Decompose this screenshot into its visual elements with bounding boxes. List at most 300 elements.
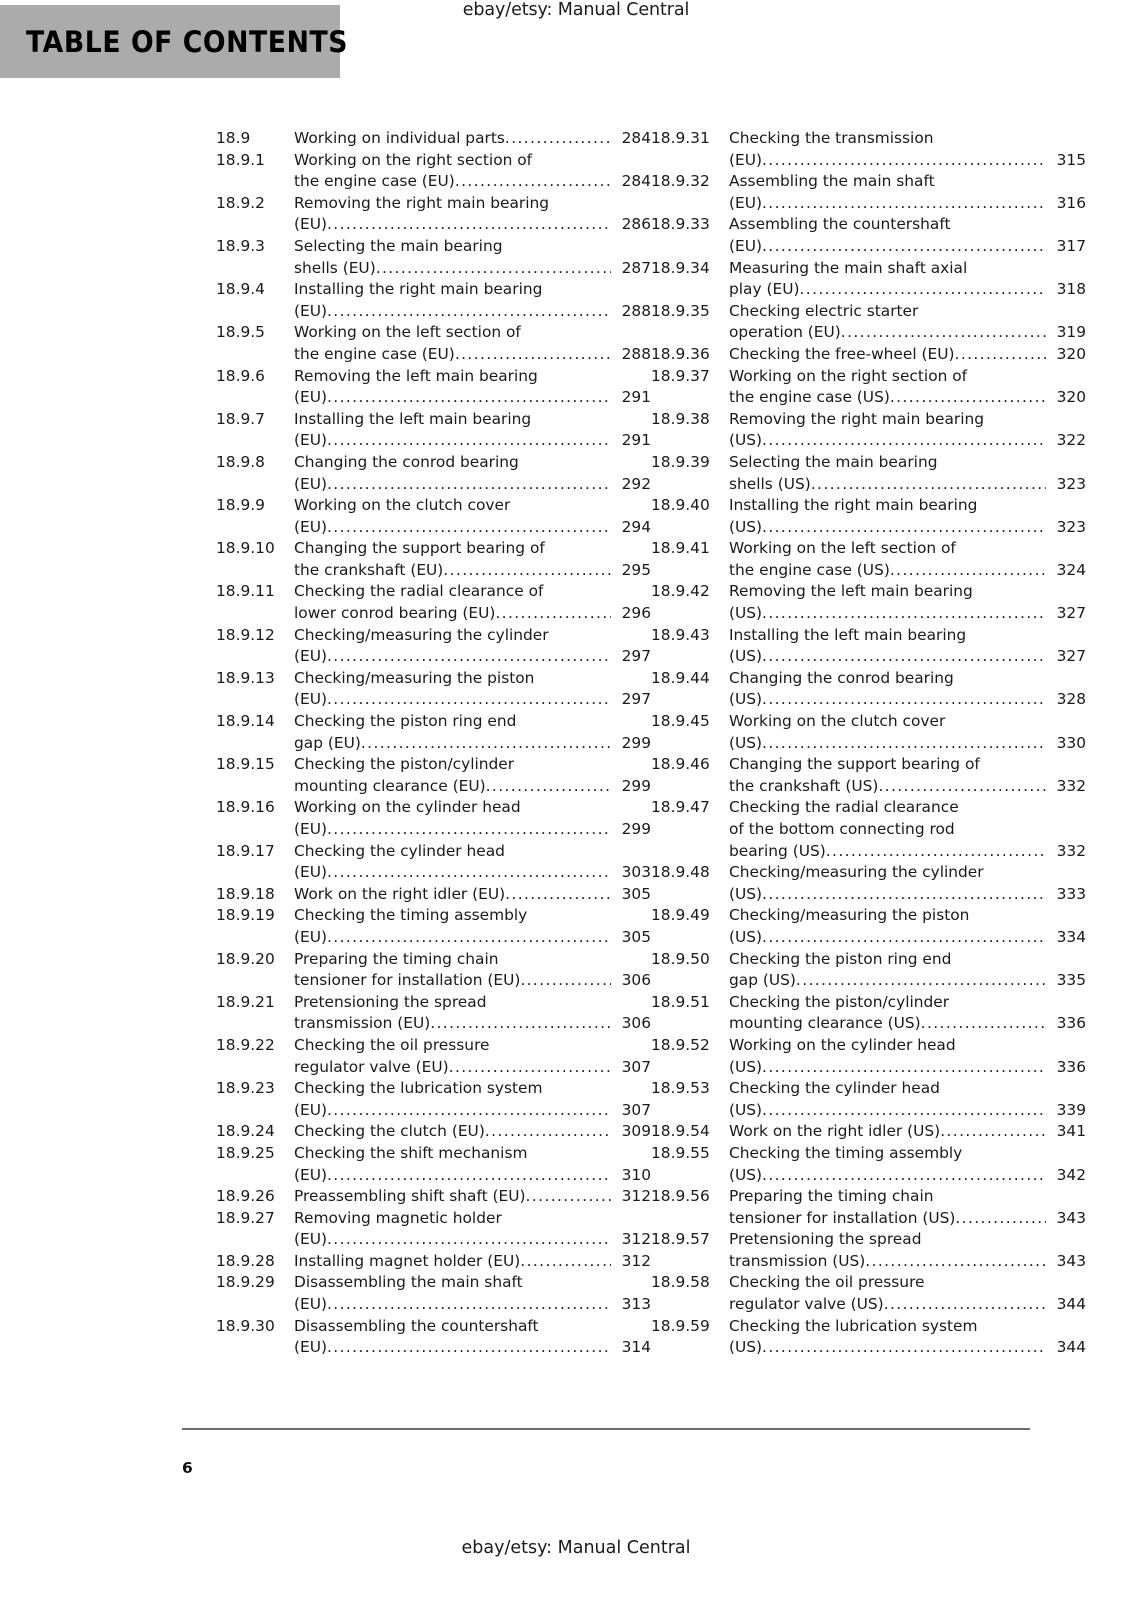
toc-dot-leader — [940, 1121, 1046, 1143]
toc-entry[interactable] — [216, 711, 651, 754]
toc-entry[interactable] — [216, 1208, 651, 1251]
toc-entry-title: Installing the right main bearing — [294, 280, 543, 299]
toc-entry-title: the engine case (US) — [729, 388, 890, 407]
toc-entry-body — [294, 128, 651, 150]
toc-page-number: 336 — [1056, 1057, 1086, 1076]
toc-entry-body — [729, 1121, 1086, 1143]
toc-entry[interactable] — [216, 668, 651, 711]
toc-entry[interactable] — [651, 538, 1086, 581]
toc-entry-title: (EU) — [294, 1230, 327, 1249]
toc-entry-number: 18.9.14 — [216, 712, 275, 731]
toc-page-number: 305 — [621, 884, 651, 903]
toc-entry[interactable] — [651, 171, 1086, 214]
toc-entry-line — [729, 862, 1086, 884]
toc-page-number: 336 — [1056, 1014, 1086, 1033]
toc-dot-leader — [762, 236, 1046, 258]
toc-dot-leader — [762, 193, 1046, 215]
toc-entry-line — [294, 1208, 651, 1230]
toc-page-number: 306 — [621, 1014, 651, 1033]
toc-entry-title: the crankshaft (EU) — [294, 560, 444, 579]
toc-entry-title: Installing the left main bearing — [729, 625, 967, 644]
toc-entry-title: Checking the shift mechanism — [294, 1143, 528, 1162]
toc-dot-leader — [327, 387, 611, 409]
toc-dot-leader — [762, 1337, 1046, 1359]
toc-entry-number: 18.9.3 — [216, 236, 265, 255]
toc-entry-body — [729, 344, 1086, 366]
toc-dot-leader — [762, 1165, 1046, 1187]
toc-entry[interactable] — [651, 1035, 1086, 1078]
toc-page-number: 307 — [621, 1100, 651, 1119]
toc-entry[interactable] — [216, 905, 651, 948]
toc-entry-title: Installing the right main bearing — [729, 496, 978, 515]
toc-dot-leader — [505, 128, 611, 150]
toc-dot-leader — [376, 258, 611, 280]
toc-page-number: 343 — [1056, 1251, 1086, 1270]
toc-entry[interactable] — [651, 949, 1086, 992]
toc-entry[interactable] — [216, 625, 651, 668]
toc-entry[interactable] — [216, 150, 651, 193]
toc-entry-title: mounting clearance (US) — [729, 1014, 921, 1033]
toc-entry[interactable] — [651, 366, 1086, 409]
toc-page-number: 318 — [1056, 280, 1086, 299]
toc-entry-title: Installing magnet holder (EU) — [294, 1251, 521, 1270]
toc-entry-body — [294, 625, 651, 668]
toc-entry[interactable] — [216, 1121, 651, 1143]
toc-dot-leader — [327, 474, 611, 496]
toc-entry-number: 18.9 — [216, 129, 251, 147]
toc-columns — [0, 128, 1130, 1359]
toc-entry[interactable] — [651, 1186, 1086, 1229]
toc-entry-number: 18.9.49 — [651, 906, 710, 925]
toc-entry-title: Assembling the main shaft — [729, 172, 935, 191]
toc-entry-body — [294, 538, 651, 581]
toc-entry-line — [294, 171, 651, 193]
toc-entry-title: Work on the right idler (US) — [729, 1122, 941, 1141]
toc-dot-leader — [826, 841, 1046, 863]
toc-dot-leader — [455, 344, 611, 366]
toc-entry-number: 18.9.34 — [651, 258, 710, 277]
toc-dot-leader — [762, 884, 1046, 906]
toc-page-number: 339 — [1056, 1100, 1086, 1119]
toc-page-number: 323 — [1056, 517, 1086, 536]
page-number: 6 — [182, 1459, 193, 1477]
toc-entry-line — [729, 1251, 1086, 1273]
toc-entry-line — [729, 797, 1086, 819]
toc-dot-leader — [526, 1186, 611, 1208]
toc-page-number: 284 — [621, 129, 651, 147]
toc-entry-title: Checking the timing assembly — [294, 906, 528, 925]
toc-entry-number: 18.9.36 — [651, 344, 710, 363]
toc-entry-body — [294, 841, 651, 884]
toc-entry-line — [294, 517, 651, 539]
toc-entry-title: the engine case (US) — [729, 560, 890, 579]
toc-entry-title: tensioner for installation (US) — [729, 1208, 956, 1227]
toc-entry-line — [294, 1100, 651, 1122]
toc-entry[interactable] — [216, 884, 651, 906]
toc-entry[interactable] — [216, 1143, 651, 1186]
toc-entry-title: (EU) — [729, 236, 762, 255]
toc-entry-line — [729, 1121, 1086, 1143]
toc-dot-leader — [327, 214, 611, 236]
toc-entry-line — [729, 171, 1086, 193]
toc-entry-line — [294, 949, 651, 971]
toc-entry[interactable] — [216, 1035, 651, 1078]
toc-page-number: 309 — [621, 1122, 651, 1141]
toc-entry[interactable] — [216, 193, 651, 236]
toc-entry-title: (EU) — [294, 1338, 327, 1357]
toc-entry[interactable] — [651, 258, 1086, 301]
toc-entry-body — [294, 1208, 651, 1251]
toc-entry-title: Preassembling shift shaft (EU) — [294, 1187, 526, 1206]
toc-dot-leader — [327, 517, 611, 539]
toc-entry[interactable] — [651, 905, 1086, 948]
toc-entry[interactable] — [216, 1316, 651, 1359]
toc-entry-title: mounting clearance (EU) — [294, 776, 486, 795]
toc-entry[interactable] — [651, 409, 1086, 452]
toc-entry-number: 18.9.32 — [651, 172, 710, 191]
toc-entry[interactable] — [651, 344, 1086, 366]
toc-page-number: 323 — [1056, 474, 1086, 493]
toc-entry-line — [729, 150, 1086, 172]
toc-entry[interactable] — [651, 128, 1086, 171]
toc-entry[interactable] — [651, 711, 1086, 754]
toc-entry-line — [729, 949, 1086, 971]
toc-entry-body — [729, 1143, 1086, 1186]
toc-entry-title: regulator valve (EU) — [294, 1057, 449, 1076]
toc-entry-body — [729, 1316, 1086, 1359]
toc-entry-body — [729, 171, 1086, 214]
toc-entry-number: 18.9.19 — [216, 906, 275, 925]
toc-dot-leader — [327, 1229, 611, 1251]
toc-entry-line — [294, 1229, 651, 1251]
toc-entry-title: Checking/measuring the cylinder — [294, 625, 549, 644]
toc-dot-leader — [520, 970, 611, 992]
toc-entry-title: Checking electric starter — [729, 301, 919, 320]
toc-entry-line — [294, 711, 651, 733]
toc-entry-number: 18.9.48 — [651, 863, 710, 882]
toc-page-number: 327 — [1056, 647, 1086, 666]
toc-entry[interactable] — [216, 1078, 651, 1121]
toc-entry-line — [729, 689, 1086, 711]
toc-page-number: 335 — [1056, 971, 1086, 990]
toc-entry-number: 18.9.15 — [216, 755, 275, 774]
toc-dot-leader — [762, 646, 1046, 668]
toc-entry-body — [294, 905, 651, 948]
toc-column-left — [216, 128, 651, 1359]
toc-entry-title: Checking the radial clearance — [729, 798, 959, 817]
toc-entry-title: (US) — [729, 647, 763, 666]
toc-entry-line — [294, 1143, 651, 1165]
toc-entry-body — [729, 862, 1086, 905]
toc-entry[interactable] — [651, 1143, 1086, 1186]
toc-entry-line — [729, 1035, 1086, 1057]
toc-entry-line — [294, 733, 651, 755]
toc-entry-title: Changing the support bearing of — [294, 539, 545, 558]
toc-page-number: 328 — [1056, 690, 1086, 709]
toc-entry-title: (EU) — [294, 431, 327, 450]
toc-entry-body — [294, 754, 651, 797]
toc-entry-line — [294, 992, 651, 1014]
toc-entry-title: Checking the piston/cylinder — [294, 755, 515, 774]
toc-entry-line — [729, 841, 1086, 863]
toc-page-number: 334 — [1056, 927, 1086, 946]
toc-dot-leader — [486, 776, 611, 798]
toc-entry-title: (EU) — [294, 215, 327, 234]
page-title-text: TABLE OF CONTENTS — [26, 24, 348, 59]
toc-entry[interactable] — [216, 797, 651, 840]
toc-page-number: 317 — [1056, 236, 1086, 255]
toc-entry-body — [729, 258, 1086, 301]
toc-entry-title: (EU) — [294, 1165, 327, 1184]
toc-entry-title: Checking the cylinder head — [294, 841, 505, 860]
toc-entry-title: Work on the right idler (EU) — [294, 884, 506, 903]
toc-entry-line — [294, 474, 651, 496]
toc-entry-body — [729, 128, 1086, 171]
toc-entry-line — [294, 625, 651, 647]
toc-entry-line — [294, 797, 651, 819]
toc-entry-number: 18.9.35 — [651, 301, 710, 320]
toc-entry-body — [729, 905, 1086, 948]
toc-entry-line — [294, 322, 651, 344]
toc-page-number: 306 — [621, 971, 651, 990]
toc-page-number: 332 — [1056, 841, 1086, 860]
toc-entry-title: Checking the lubrication system — [294, 1079, 543, 1098]
toc-entry-line — [729, 387, 1086, 409]
toc-entry-number: 18.9.33 — [651, 215, 710, 234]
toc-page-number: 299 — [621, 776, 651, 795]
toc-entry-line — [294, 430, 651, 452]
toc-entry-body — [294, 1035, 651, 1078]
toc-entry[interactable] — [651, 862, 1086, 905]
toc-entry[interactable] — [216, 1272, 651, 1315]
toc-entry[interactable] — [651, 1316, 1086, 1359]
toc-entry[interactable] — [216, 452, 651, 495]
toc-entry-title: Preparing the timing chain — [294, 949, 499, 968]
toc-page-number: 288 — [621, 301, 651, 320]
toc-entry-number: 18.9.59 — [651, 1316, 710, 1335]
toc-column-right — [651, 128, 1086, 1359]
toc-entry-title: Checking/measuring the piston — [729, 906, 970, 925]
toc-entry-line — [729, 1229, 1086, 1251]
toc-page-number: 303 — [621, 863, 651, 882]
toc-entry-body — [294, 581, 651, 624]
toc-entry-number: 18.9.31 — [651, 129, 710, 147]
toc-entry-number: 18.9.11 — [216, 582, 275, 601]
toc-entry-line — [729, 452, 1086, 474]
toc-entry-line — [294, 495, 651, 517]
toc-entry[interactable] — [651, 625, 1086, 668]
toc-entry-number: 18.9.40 — [651, 496, 710, 515]
toc-entry-number: 18.9.17 — [216, 841, 275, 860]
toc-entry[interactable] — [651, 301, 1086, 344]
toc-dot-leader — [485, 1121, 611, 1143]
toc-entry-title: (EU) — [294, 863, 327, 882]
toc-entry-title: (US) — [729, 884, 763, 903]
toc-entry-title: (EU) — [294, 517, 327, 536]
toc-entry-line — [294, 1165, 651, 1187]
toc-entry-line — [729, 495, 1086, 517]
toc-entry[interactable] — [216, 322, 651, 365]
toc-page-number: 313 — [621, 1295, 651, 1314]
toc-page-number: 287 — [621, 258, 651, 277]
toc-page-number: 314 — [621, 1338, 651, 1357]
toc-entry-line — [729, 538, 1086, 560]
toc-entry-body — [294, 236, 651, 279]
toc-dot-leader — [955, 1208, 1046, 1230]
toc-entry-title: Pretensioning the spread — [729, 1230, 922, 1249]
toc-page-number: 286 — [621, 215, 651, 234]
toc-entry-body — [294, 1078, 651, 1121]
table-of-contents-header-band — [0, 5, 348, 78]
toc-entry-number: 18.9.9 — [216, 496, 265, 515]
toc-entry-body — [729, 1272, 1086, 1315]
toc-entry-line — [729, 733, 1086, 755]
toc-page-number: 344 — [1056, 1295, 1086, 1314]
toc-entry-title: play (EU) — [729, 280, 800, 299]
toc-entry-line — [729, 754, 1086, 776]
toc-dot-leader — [327, 819, 611, 841]
toc-entry[interactable] — [216, 992, 651, 1035]
toc-page-number: 319 — [1056, 323, 1086, 342]
toc-entry-title: Checking the lubrication system — [729, 1316, 978, 1335]
toc-entry[interactable] — [216, 279, 651, 322]
toc-entry-number: 18.9.46 — [651, 755, 710, 774]
toc-dot-leader — [443, 560, 611, 582]
toc-entry[interactable] — [651, 452, 1086, 495]
toc-entry-title: Removing the right main bearing — [294, 193, 550, 212]
toc-entry[interactable] — [216, 495, 651, 538]
toc-entry-number: 18.9.58 — [651, 1273, 710, 1292]
toc-dot-leader — [762, 1100, 1046, 1122]
toc-entry[interactable] — [651, 797, 1086, 862]
toc-entry-line — [729, 646, 1086, 668]
toc-entry[interactable] — [216, 1251, 651, 1273]
toc-entry-title: (EU) — [294, 1100, 327, 1119]
toc-entry-number: 18.9.37 — [651, 366, 710, 385]
toc-entry-title: (US) — [729, 1100, 763, 1119]
toc-entry[interactable] — [651, 214, 1086, 257]
toc-entry-title: (US) — [729, 517, 763, 536]
toc-entry[interactable] — [216, 1186, 651, 1208]
toc-entry-body — [294, 1186, 651, 1208]
toc-entry-title: (EU) — [294, 647, 327, 666]
toc-entry[interactable] — [216, 538, 651, 581]
toc-entry-line — [294, 581, 651, 603]
toc-entry-title: Preparing the timing chain — [729, 1187, 934, 1206]
toc-entry-line — [294, 150, 651, 172]
toc-entry-line — [294, 301, 651, 323]
toc-entry-title: regulator valve (US) — [729, 1295, 884, 1314]
toc-dot-leader — [495, 603, 611, 625]
toc-entry-line — [729, 1208, 1086, 1230]
toc-entry-title: Checking the piston ring end — [294, 712, 517, 731]
toc-entry-title: (US) — [729, 1165, 763, 1184]
toc-entry[interactable] — [216, 949, 651, 992]
toc-dot-leader — [762, 517, 1046, 539]
toc-entry[interactable] — [216, 754, 651, 797]
toc-entry-line — [294, 344, 651, 366]
toc-entry-line — [729, 236, 1086, 258]
toc-entry-line — [729, 603, 1086, 625]
toc-page-number: 343 — [1056, 1208, 1086, 1227]
toc-entry-title: (EU) — [294, 301, 327, 320]
toc-entry[interactable] — [651, 581, 1086, 624]
toc-entry-line — [729, 214, 1086, 236]
toc-entry-body — [294, 452, 651, 495]
toc-dot-leader — [796, 970, 1046, 992]
toc-page-number: 330 — [1056, 733, 1086, 752]
toc-entry[interactable] — [216, 128, 651, 150]
toc-entry-body — [294, 668, 651, 711]
toc-page-number: 344 — [1056, 1338, 1086, 1357]
toc-entry-title: (EU) — [294, 690, 327, 709]
toc-entry[interactable] — [216, 409, 651, 452]
toc-entry-line — [729, 625, 1086, 647]
toc-entry[interactable] — [651, 668, 1086, 711]
toc-entry-number: 18.9.39 — [651, 452, 710, 471]
toc-entry-body — [294, 1272, 651, 1315]
toc-entry-line — [729, 1057, 1086, 1079]
toc-entry-body — [729, 452, 1086, 495]
toc-entry[interactable] — [651, 495, 1086, 538]
toc-page-number: 307 — [621, 1057, 651, 1076]
toc-dot-leader — [890, 387, 1046, 409]
toc-entry-line — [729, 1186, 1086, 1208]
toc-page-number: 291 — [621, 388, 651, 407]
toc-entry-line — [294, 193, 651, 215]
toc-entry-line — [729, 344, 1086, 366]
toc-entry-line — [729, 992, 1086, 1014]
toc-page-number: 316 — [1056, 193, 1086, 212]
toc-page-number: 299 — [621, 733, 651, 752]
toc-entry[interactable] — [216, 366, 651, 409]
toc-entry-title: Checking the cylinder head — [729, 1079, 940, 1098]
toc-entry-title: (US) — [729, 927, 763, 946]
toc-entry-number: 18.9.22 — [216, 1035, 275, 1054]
toc-entry-title: Working on the clutch cover — [729, 712, 946, 731]
toc-entry-body — [294, 409, 651, 452]
toc-entry-number: 18.9.27 — [216, 1208, 275, 1227]
toc-entry-title: (US) — [729, 1057, 763, 1076]
toc-entry[interactable] — [651, 1121, 1086, 1143]
toc-entry-line — [294, 1272, 651, 1294]
toc-entry[interactable] — [651, 1272, 1086, 1315]
toc-entry-title: (EU) — [729, 150, 762, 169]
toc-entry[interactable] — [651, 1229, 1086, 1272]
toc-entry[interactable] — [651, 1078, 1086, 1121]
toc-entry-number: 18.9.52 — [651, 1035, 710, 1054]
toc-entry-title: bearing (US) — [729, 841, 826, 860]
toc-entry-title: operation (EU) — [729, 323, 841, 342]
toc-entry-line — [294, 689, 651, 711]
toc-entry[interactable] — [216, 841, 651, 884]
toc-entry-number: 18.9.44 — [651, 668, 710, 687]
toc-entry-body — [729, 625, 1086, 668]
bottom-watermark: ebay/etsy: Manual Central — [461, 1538, 691, 1558]
toc-entry-line — [294, 1251, 651, 1273]
toc-entry-line — [294, 1337, 651, 1359]
toc-entry[interactable] — [216, 581, 651, 624]
toc-entry[interactable] — [651, 992, 1086, 1035]
toc-dot-leader — [762, 689, 1046, 711]
toc-entry[interactable] — [216, 236, 651, 279]
toc-entry-title: (EU) — [294, 820, 327, 838]
toc-entry-body — [729, 754, 1086, 797]
toc-page-number: 312 — [621, 1187, 651, 1206]
toc-entry-number: 18.9.29 — [216, 1273, 275, 1292]
toc-entry[interactable] — [651, 754, 1086, 797]
toc-entry-body — [729, 949, 1086, 992]
